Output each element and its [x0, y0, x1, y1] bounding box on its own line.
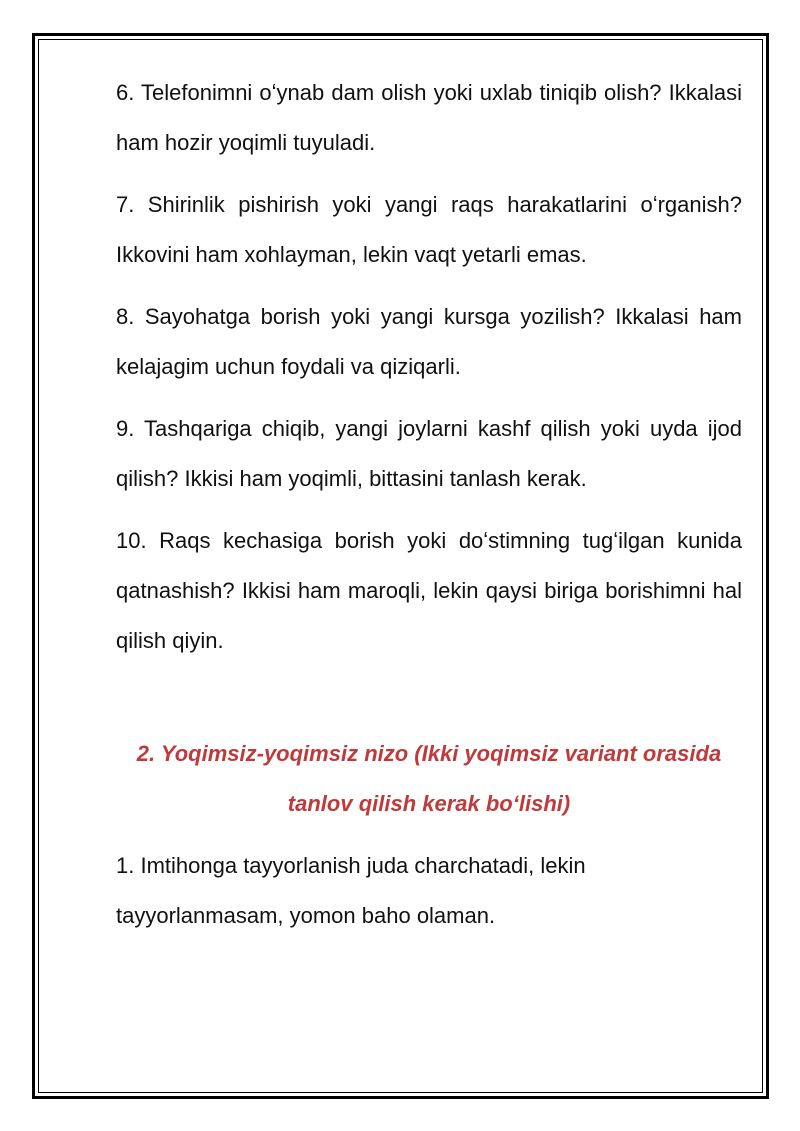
list-item-6: 6. Telefonimni oʻynab dam olish yoki uxlab tiniqib olish? Ikkalasi ham hozir yoqimli tuyuladi.	[116, 80, 742, 155]
list-item-10: 10. Raqs kechasiga borish yoki doʻstimning tugʻilgan kunida qatnashish? Ikkisi ham maroqli, lekin qaysi biriga borishimni hal qilish qiyin.	[116, 528, 742, 653]
list-item-9: 9. Tashqariga chiqib, yangi joylarni kashf qilish yoki uyda ijod qilish? Ikkisi ham yoqimli, bittasini tanlash kerak.	[116, 416, 742, 491]
section-heading: 2. Yoqimsiz-yoqimsiz nizo (Ikki yoqimsiz variant orasida tanlov qilish kerak boʻlishi)	[136, 741, 722, 816]
list-item-8: 8. Sayohatga borish yoki yangi kursga yozilish? Ikkalasi ham kelajagim uchun foydali va qiziqarli.	[116, 304, 742, 379]
list-item-7: 7. Shirinlik pishirish yoki yangi raqs harakatlarini oʻrganish? Ikkovini ham xohlayman, lekin vaqt yetarli emas.	[116, 192, 742, 267]
section-list-item-1-line-2: tayyorlanmasam, yomon baho olaman.	[116, 903, 496, 928]
section-list-item-1-line-1: 1. Imtihonga tayyorlanish juda charchatadi, lekin	[116, 853, 586, 878]
section-list-item-1	[116, 841, 742, 941]
document-body	[116, 68, 742, 941]
